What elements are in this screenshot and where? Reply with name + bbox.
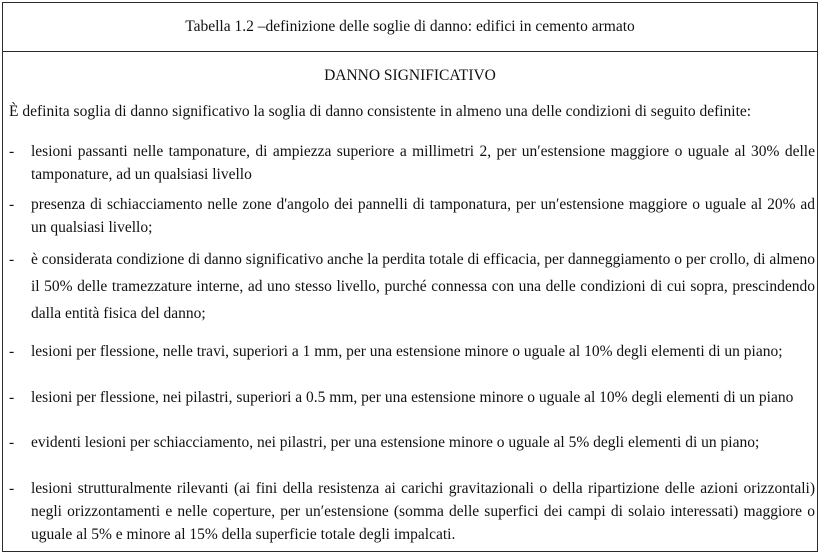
list-item [9,140,815,186]
list-item [9,431,815,454]
list-item [9,386,815,409]
table-title: Tabella 1.2 –definizione delle soglie di danno: edifici in cemento armato [3,3,817,52]
list-item-text: lesioni strutturalmente rilevanti (ai fini della resistenza ai carichi gravitazionali o della ripartizione delle azioni orizzontali) negli orizzontamenti e nelle coperture, per un′estensione (somma delle superfici dei campi di solaio interessati) maggiore o uguale al 5% e minore al 15% della superficie totale degli impalcati. [31,480,815,543]
bullet-dash: - [9,143,15,160]
list-item [9,477,815,546]
list-item-text: lesioni per flessione, nei pilastri, superiori a 0.5 mm, per una estensione minore o uguale al 10% degli elementi di un piano [31,389,794,406]
bullet-dash: - [9,389,15,406]
bullet-dash: - [9,251,15,268]
list-item [9,246,815,327]
list-item [9,340,815,363]
bullet-dash: - [9,343,15,360]
list-item-text: presenza di schiacciamento nelle zone d'angolo dei pannelli di tamponatura, per un′estensione maggiore o uguale al 20% ad un qualsiasi livello; [31,196,815,236]
bullet-dash: - [9,434,15,451]
bullet-dash: - [9,480,15,497]
list-item-text: evidenti lesioni per schiacciamento, nei pilastri, per una estensione minore o uguale al 5% degli elementi di un piano; [31,434,760,451]
bullet-dash: - [9,196,15,213]
section-heading: DANNO SIGNIFICATIVO [324,67,496,84]
list-item-text: lesioni passanti nelle tamponature, di ampiezza superiore a millimetri 2, per un′estensione maggiore o uguale al 30% delle tamponature, ad un qualsiasi livello [31,143,815,183]
list-item [9,193,815,239]
intro-paragraph: È definita soglia di danno significativo la soglia di danno consistente in almeno una delle condizioni di seguito definite: [9,103,752,120]
list-item-text: lesioni per flessione, nelle travi, superiori a 1 mm, per una estensione minore o uguale al 10% degli elementi di un piano; [31,343,783,360]
list-item-text: è considerata condizione di danno significativo anche la perdita totale di efficacia, per danneggiamento o per crollo, di almeno il 50% delle tramezzature interne, ad uno stesso livello, purché connessa con una delle condizioni di cui sopra, prescindendo dalla entità fisica del danno; [31,251,815,322]
table-frame [2,2,818,552]
